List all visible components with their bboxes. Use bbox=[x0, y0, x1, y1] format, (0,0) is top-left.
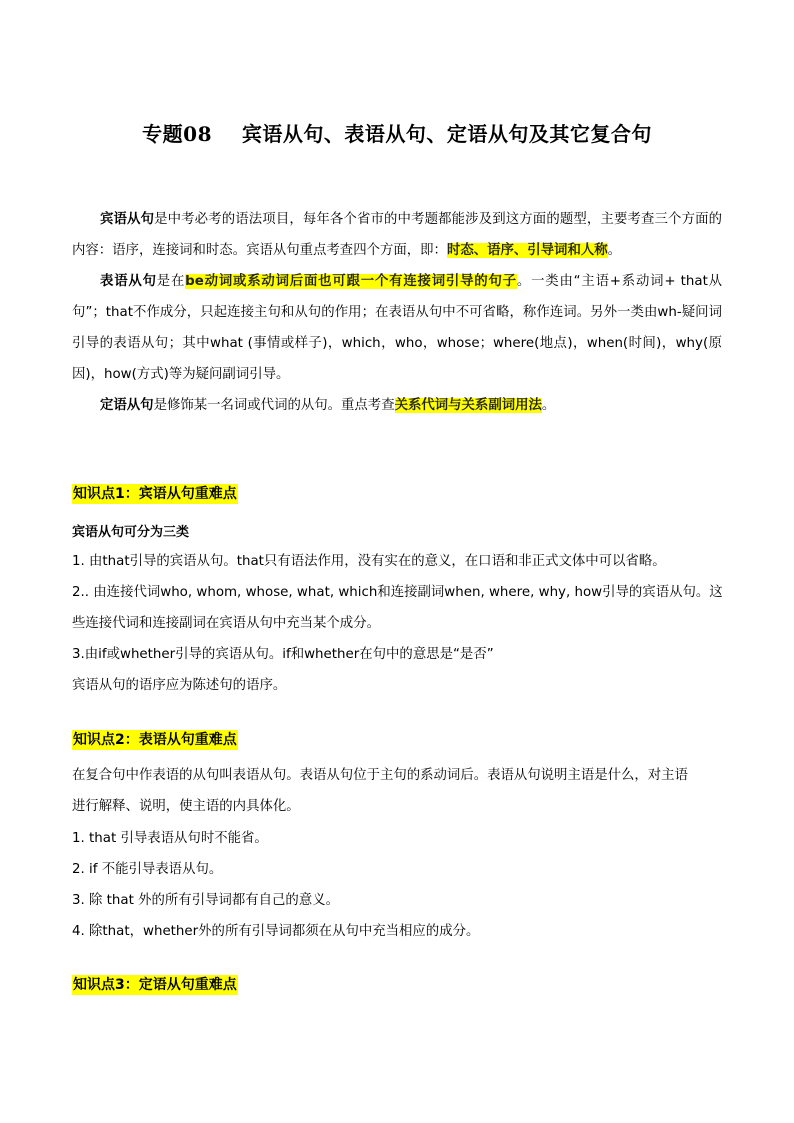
intro-paragraph-object-clause bbox=[72, 204, 722, 266]
section1-item-1: 1. 由that引导的宾语从句。that只有语法作用，没有实在的意义，在口语和非正式文体中可以省略。 bbox=[72, 554, 666, 569]
intro-p2-text1: 是在 bbox=[156, 274, 186, 289]
section1-item-2a: 2.. 由连接代词who, whom, whose, what, which和连接副词when, where, why, how引导的宾语从句。这 bbox=[72, 585, 723, 600]
highlight-relative-words: 关系代词与关系副词用法 bbox=[394, 398, 542, 413]
term-attributive-clause: 定语从句 bbox=[100, 398, 154, 413]
section2-item-2: 2. if 不能引导表语从句。 bbox=[72, 862, 223, 877]
highlight-be-verb: be动词或系动词后面也可跟一个有连接词引导的句子 bbox=[185, 274, 517, 289]
section2-item-4: 4. 除that，whether外的所有引导词都须在从句中充当相应的成分。 bbox=[72, 924, 480, 939]
intro-p1-end: 。 bbox=[607, 243, 622, 258]
section2-desc-a: 在复合句中作表语的从句叫表语从句。表语从句位于主句的系动词后。表语从句说明主语是什么，对主语 bbox=[72, 768, 688, 783]
section-heading-3: 知识点3：定语从句重难点 bbox=[73, 977, 237, 993]
intro-paragraph-predicative-clause bbox=[72, 266, 722, 390]
section-heading-1: 知识点1：宾语从句重难点 bbox=[73, 486, 237, 502]
section-heading-2: 知识点2：表语从句重难点 bbox=[73, 732, 237, 748]
intro-p2-text2: 。一类由“主语+系动词+ that从句”；that不作成分，只起连接主句和从句的作用；在表语从句中不可省略，称作连词。另外一类由wh-疑问词引导的表语从句；其中what (事情或样子)，which，who，whose；where(地点)，when(时间)，why(原因)，how(方式)等为疑问副词引导。 bbox=[72, 274, 723, 382]
intro-p3-end: 。 bbox=[541, 398, 556, 413]
page-title: 专题08 宾语从句、表语从句、定语从句及其它复合句 bbox=[142, 122, 652, 146]
intro-p1-text: 是中考必考的语法项目，每年各个省市的中考题都能涉及到这方面的题型，主要考查三个方面的内容：语序，连接词和时态。宾语从句重点考查四个方面，即： bbox=[72, 212, 723, 258]
intro-paragraph-attributive-clause bbox=[72, 390, 722, 421]
section1-item-3: 3.由if或whether引导的宾语从句。if和whether在句中的意思是“是否” bbox=[72, 647, 494, 662]
section1-item-2b: 些连接代词和连接副词在宾语从句中充当某个成分。 bbox=[72, 616, 380, 631]
term-object-clause: 宾语从句 bbox=[100, 212, 155, 227]
section2-desc-b: 进行解释、说明，使主语的内具体化。 bbox=[72, 799, 300, 814]
term-predicative-clause: 表语从句 bbox=[100, 274, 157, 289]
section2-item-3: 3. 除 that 外的所有引导词都有自己的意义。 bbox=[72, 893, 339, 908]
highlight-key-points: 时态、语序、引导词和人称 bbox=[446, 243, 608, 258]
intro-p3-text: 是修饰某一名词或代词的从句。重点考查 bbox=[153, 398, 395, 413]
section1-subheading: 宾语从句可分为三类 bbox=[72, 525, 190, 540]
section1-item-4: 宾语从句的语序应为陈述句的语序。 bbox=[72, 678, 287, 693]
section2-item-1: 1. that 引导表语从句时不能省。 bbox=[72, 831, 268, 846]
